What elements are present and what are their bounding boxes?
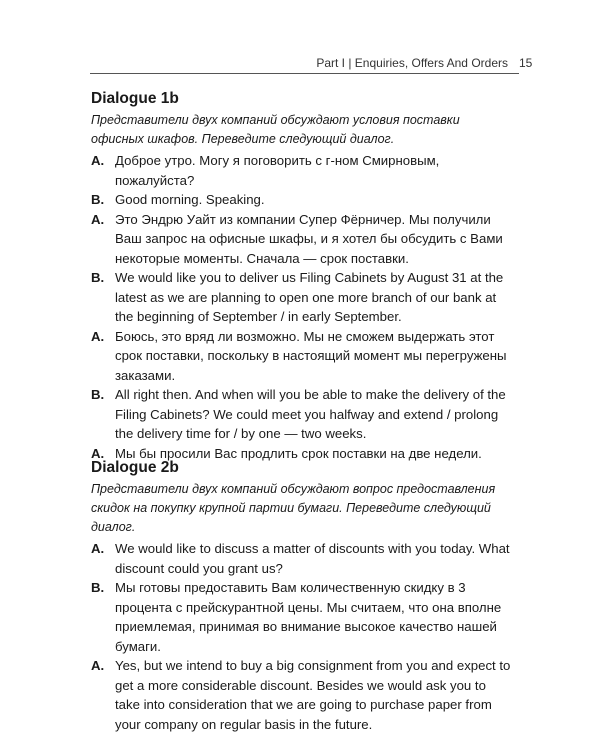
dialogue-line <box>91 656 514 734</box>
dialogue-title: Dialogue 2b <box>91 459 179 476</box>
speaker-label: A. <box>91 328 105 344</box>
dialogue-line <box>91 327 514 386</box>
dialogue-line <box>91 268 514 327</box>
line-text: Боюсь, это вряд ли возможно. Мы не сможем выдержать этот срок поставки, поскольку в настоящий момент мы перегружены заказами. <box>115 328 507 383</box>
running-head-title: Part I | Enquiries, Offers And Orders <box>316 56 508 70</box>
dialogue-1b <box>91 89 514 463</box>
speaker-label: A. <box>91 211 105 227</box>
line-text: We would like you to deliver us Filing Cabinets by August 31 at the latest as we are planning to open one more branch of our bank at the beginning of September / in early September. <box>115 270 504 324</box>
line-text: Yes, but we intend to buy a big consignment from you and expect to get a more considerable discount. Besides we would ask you to take into consideration that we are going to purchase paper from your company on regular basis in the future. <box>115 658 511 732</box>
line-text: Мы готовы предоставить Вам количественную скидку в 3 процента с прейскурантной цены. Мы считаем, что она вполне приемлемая, принимая во внимание высокое качество нашей бумаги. <box>115 580 502 654</box>
line-text: Мы бы просили Вас продлить срок поставки на две недели. <box>115 445 482 461</box>
speaker-label: B. <box>91 192 105 207</box>
dialogue-line <box>91 190 514 210</box>
dialogue-line <box>91 151 514 190</box>
dialogue-line <box>91 385 514 444</box>
speaker-label: A. <box>91 445 105 461</box>
dialogue-instruction: Представители двух компаний обсуждают вопрос предоставления скидок на покупку крупной партии бумаги. Переведите следующий диалог. <box>91 482 496 534</box>
line-text: Good morning. Speaking. <box>115 192 265 207</box>
dialogue-line <box>91 578 514 656</box>
page-number: 15 <box>519 56 533 70</box>
line-text: All right then. And when will you be able to make the delivery of the Filing Cabinets? We could meet you halfway and extend / prolong the delivery time for / by one — two weeks. <box>115 387 506 441</box>
speaker-label: A. <box>91 541 105 556</box>
speaker-label: B. <box>91 387 105 402</box>
header-rule <box>90 73 519 74</box>
dialogue-title: Dialogue 1b <box>91 90 179 107</box>
line-text: Доброе утро. Могу я поговорить с г-ном Смирновым, пожалуйста? <box>115 153 440 188</box>
speaker-label: B. <box>91 270 105 285</box>
dialogue-line <box>91 539 514 578</box>
dialogue-2b <box>91 458 514 734</box>
speaker-label: B. <box>91 580 105 595</box>
line-text: We would like to discuss a matter of discounts with you today. What discount could you grant us? <box>115 541 510 576</box>
dialogue-line <box>91 210 514 269</box>
speaker-label: A. <box>91 658 105 673</box>
dialogue-instruction: Представители двух компаний обсуждают условия поставки офисных шкафов. Переведите следующий диалог. <box>91 113 460 146</box>
line-text: Это Эндрю Уайт из компании Супер Фёрничер. Мы получили Ваш запрос на офисные шкафы, и я хотел бы обсудить с Вами некоторые моменты. Сначала — срок поставки. <box>115 211 503 266</box>
speaker-label: A. <box>91 153 105 168</box>
